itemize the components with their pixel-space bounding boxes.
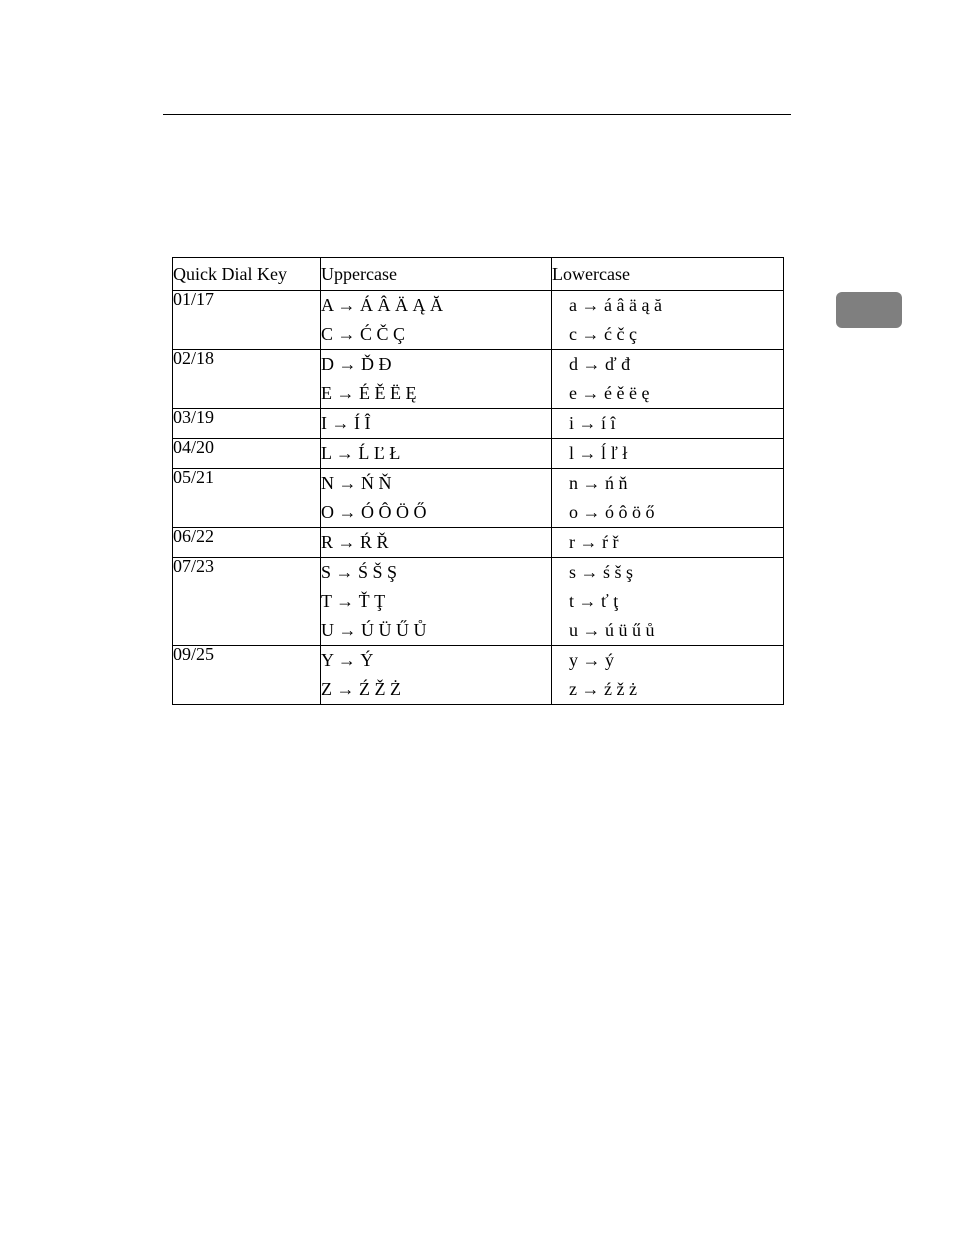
uppercase-cell: [321, 409, 552, 439]
table-row: [173, 528, 784, 558]
lowercase-mapping: c → ć č ç: [569, 324, 637, 344]
lowercase-mapping: y → ý: [569, 650, 614, 670]
uppercase-mapping: S → Ś Š Ş: [321, 562, 398, 582]
quick-dial-key-cell: [173, 350, 321, 409]
quick-dial-key: 04/20: [173, 437, 215, 457]
lowercase-mapping: n → ń ň: [569, 473, 628, 493]
uppercase-mapping: R → Ŕ Ř: [321, 532, 389, 552]
quick-dial-key: 02/18: [173, 348, 215, 368]
lowercase-mapping: i → í î: [569, 413, 616, 433]
quick-dial-key-cell: [173, 528, 321, 558]
table-row: [173, 439, 784, 469]
lowercase-mapping: l → ĺ ľ ł: [569, 443, 628, 463]
lowercase-mapping: u → ú ü ű ů: [569, 620, 655, 640]
uppercase-cell: [321, 528, 552, 558]
uppercase-mapping: L → Ĺ Ľ Ł: [321, 443, 401, 463]
uppercase-mapping: E → É Ě Ë Ę: [321, 383, 417, 403]
table-row: [173, 469, 784, 528]
quick-dial-key: 09/25: [173, 644, 215, 664]
quick-dial-key: 01/17: [173, 289, 215, 309]
quick-dial-key-cell: [173, 558, 321, 646]
lowercase-cell: [552, 409, 784, 439]
chapter-tab: [836, 292, 902, 328]
uppercase-mapping: O → Ó Ô Ö Ő: [321, 502, 427, 522]
uppercase-cell: [321, 558, 552, 646]
uppercase-mapping: T → Ť Ţ: [321, 591, 386, 611]
quick-dial-key: 06/22: [173, 526, 215, 546]
table-row: [173, 291, 784, 350]
uppercase-cell: [321, 350, 552, 409]
table-row: [173, 350, 784, 409]
lowercase-cell: [552, 439, 784, 469]
table-header-row: [173, 258, 784, 291]
quick-dial-key: 05/21: [173, 467, 215, 487]
lowercase-cell: [552, 469, 784, 528]
uppercase-cell: [321, 291, 552, 350]
table-row: [173, 646, 784, 705]
uppercase-mapping: N → Ń Ň: [321, 473, 392, 493]
lowercase-cell: [552, 558, 784, 646]
lowercase-mapping: e → é ě ë ę: [569, 383, 650, 403]
uppercase-mapping: Y → Ý: [321, 650, 374, 670]
header-rule: [163, 114, 791, 115]
lowercase-cell: [552, 646, 784, 705]
uppercase-cell: [321, 469, 552, 528]
lowercase-cell: [552, 291, 784, 350]
table-row: [173, 558, 784, 646]
quick-dial-key: 07/23: [173, 556, 215, 576]
lowercase-mapping: d → ď đ: [569, 354, 631, 374]
lowercase-mapping: t → ť ţ: [569, 591, 619, 611]
uppercase-mapping: I → Í Î: [321, 413, 371, 433]
uppercase-mapping: Z → Ź Ž Ż: [321, 679, 401, 699]
uppercase-mapping: A → Á Â Ä Ą Ă: [321, 295, 444, 315]
quick-dial-key-cell: [173, 409, 321, 439]
lowercase-mapping: r → ŕ ř: [569, 532, 619, 552]
quick-dial-key: 03/19: [173, 407, 215, 427]
quick-dial-key-cell: [173, 439, 321, 469]
header-uppercase: Uppercase: [321, 258, 552, 291]
lowercase-mapping: o → ó ô ö ő: [569, 502, 655, 522]
table-row: [173, 409, 784, 439]
quick-dial-key-cell: [173, 646, 321, 705]
quick-dial-character-table: [172, 257, 784, 705]
uppercase-mapping: C → Ć Č Ç: [321, 324, 406, 344]
uppercase-cell: [321, 646, 552, 705]
header-lowercase: Lowercase: [552, 258, 784, 291]
lowercase-cell: [552, 350, 784, 409]
lowercase-mapping: s → ś š ş: [569, 562, 634, 582]
lowercase-mapping: z → ź ž ż: [569, 679, 637, 699]
lowercase-cell: [552, 528, 784, 558]
quick-dial-key-cell: [173, 469, 321, 528]
uppercase-cell: [321, 439, 552, 469]
uppercase-mapping: U → Ú Ü Ű Ů: [321, 620, 427, 640]
quick-dial-key-cell: [173, 291, 321, 350]
uppercase-mapping: D → Ď Đ: [321, 354, 392, 374]
lowercase-mapping: a → á â ä ą ă: [569, 295, 662, 315]
header-quick-dial-key: Quick Dial Key: [173, 258, 321, 291]
